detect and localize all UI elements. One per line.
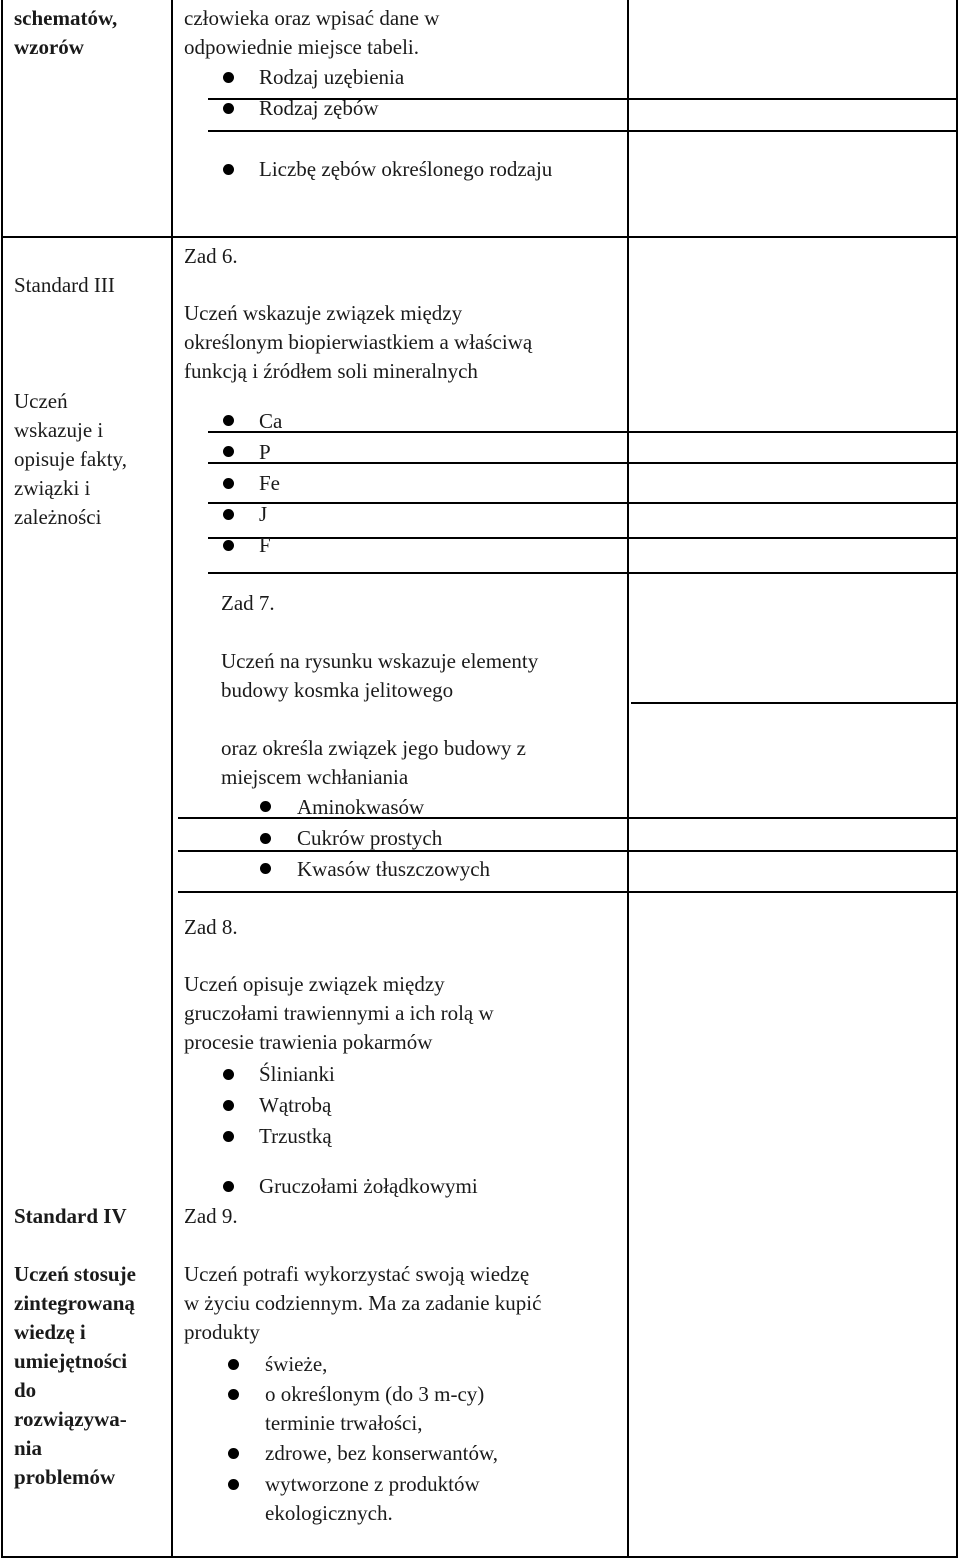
answer-line bbox=[208, 537, 958, 539]
table-border-bottom bbox=[1, 1556, 958, 1558]
zad6-text bbox=[184, 299, 532, 386]
bullet-icon bbox=[223, 1131, 234, 1142]
zad7-text-1 bbox=[221, 647, 538, 705]
standard4-description bbox=[14, 1260, 136, 1492]
zad8-text-line: gruczołami trawiennymi a ich rolą w bbox=[184, 1001, 494, 1025]
zad6-text-line: funkcją i źródłem soli mineralnych bbox=[184, 359, 478, 383]
zad8-item: Gruczołami żołądkowymi bbox=[259, 1174, 478, 1198]
bullet-icon bbox=[223, 415, 234, 426]
bullet-icon bbox=[223, 103, 234, 114]
standard4-desc-line: nia bbox=[14, 1436, 43, 1460]
zad9-text-line: w życiu codziennym. Ma za zadanie kupić bbox=[184, 1291, 542, 1315]
zad8-item: Wątrobą bbox=[259, 1093, 332, 1117]
standard4-desc-line: Uczeń stosuje bbox=[14, 1262, 136, 1286]
bullet-icon bbox=[260, 833, 271, 844]
bullet-icon bbox=[223, 1069, 234, 1080]
zad9-item-line: świeże, bbox=[265, 1352, 328, 1376]
zad8-text bbox=[184, 970, 494, 1057]
bullet-icon bbox=[223, 478, 234, 489]
standard4-desc-line: zintegrowaną bbox=[14, 1291, 135, 1315]
table-border-right bbox=[956, 0, 958, 1558]
answer-line bbox=[178, 817, 958, 819]
zad9-item bbox=[265, 1350, 327, 1379]
bullet-icon bbox=[223, 1100, 234, 1111]
answer-line bbox=[208, 572, 958, 574]
zad6-text-line: Uczeń wskazuje związek między bbox=[184, 301, 463, 325]
zad9-item bbox=[265, 1439, 498, 1468]
answer-line bbox=[208, 431, 958, 433]
standard3-desc-line: opisuje fakty, bbox=[14, 447, 127, 471]
zad6-item: P bbox=[259, 440, 271, 464]
zad6-item: Fe bbox=[259, 471, 280, 495]
table-row-divider bbox=[1, 236, 958, 238]
zad7-text-line: oraz określa związek jego budowy z bbox=[221, 736, 526, 760]
standard3-title: Standard III bbox=[14, 273, 115, 297]
answer-line bbox=[208, 502, 958, 504]
standard4-desc-line: rozwiązywa- bbox=[14, 1407, 127, 1431]
zad6-item: F bbox=[259, 533, 271, 557]
standard3-desc-line: zależności bbox=[14, 505, 102, 529]
answer-line bbox=[178, 891, 958, 893]
answer-line bbox=[208, 462, 958, 464]
bullet-icon bbox=[223, 1181, 234, 1192]
zad6-text-line: określonym biopierwiastkiem a właściwą bbox=[184, 330, 533, 354]
bullet-icon bbox=[223, 164, 234, 175]
bullet-icon bbox=[223, 540, 234, 551]
zad9-item bbox=[265, 1470, 480, 1528]
zad7-text-line: miejscem wchłaniania bbox=[221, 765, 409, 789]
zad7-label: Zad 7. bbox=[221, 591, 275, 615]
standard4-desc-line: problemów bbox=[14, 1465, 116, 1489]
bullet-icon bbox=[228, 1359, 239, 1370]
bullet-icon bbox=[260, 863, 271, 874]
bullet-icon bbox=[228, 1448, 239, 1459]
zad9-item bbox=[265, 1380, 484, 1438]
zad6-label: Zad 6. bbox=[184, 244, 238, 268]
table-border-left bbox=[1, 0, 3, 1558]
row1-item: Rodzaj uzębienia bbox=[259, 65, 405, 89]
zad9-text-line: Uczeń potrafi wykorzystać swoją wiedzę bbox=[184, 1262, 530, 1286]
table-divider-col2 bbox=[627, 0, 629, 1558]
standard3-desc-line: związki i bbox=[14, 476, 91, 500]
row1-intro-line: człowieka oraz wpisać dane w bbox=[184, 6, 440, 30]
zad7-text-2 bbox=[221, 734, 526, 792]
zad9-item-line: ekologicznych. bbox=[265, 1501, 393, 1525]
zad7-item: Aminokwasów bbox=[297, 795, 425, 819]
zad8-item: Ślinianki bbox=[259, 1062, 335, 1086]
zad8-item: Trzustką bbox=[259, 1124, 332, 1148]
zad6-item: Ca bbox=[259, 409, 283, 433]
bullet-icon bbox=[228, 1389, 239, 1400]
row1-left-label-line: wzorów bbox=[14, 35, 84, 59]
zad8-text-line: procesie trawienia pokarmów bbox=[184, 1030, 433, 1054]
bullet-icon bbox=[260, 801, 271, 812]
zad7-item: Kwasów tłuszczowych bbox=[297, 857, 491, 881]
zad9-item-line: zdrowe, bez konserwantów, bbox=[265, 1441, 499, 1465]
zad7-item: Cukrów prostych bbox=[297, 826, 443, 850]
standard4-desc-line: do bbox=[14, 1378, 37, 1402]
row1-intro bbox=[184, 4, 439, 62]
zad9-text bbox=[184, 1260, 541, 1347]
row1-item: Liczbę zębów określonego rodzaju bbox=[259, 157, 553, 181]
answer-line bbox=[178, 850, 958, 852]
row1-item: Rodzaj zębów bbox=[259, 96, 379, 120]
answer-line bbox=[208, 130, 958, 132]
standard3-description bbox=[14, 387, 127, 532]
zad9-text-line: produkty bbox=[184, 1320, 260, 1344]
standard3-desc-line: wskazuje i bbox=[14, 418, 104, 442]
standard4-title: Standard IV bbox=[14, 1204, 127, 1228]
standard4-desc-line: umiejętności bbox=[14, 1349, 128, 1373]
zad7-text-line: Uczeń na rysunku wskazuje elementy bbox=[221, 649, 539, 673]
bullet-icon bbox=[223, 509, 234, 520]
row1-left-label bbox=[14, 4, 117, 62]
bullet-icon bbox=[228, 1479, 239, 1490]
answer-line bbox=[631, 702, 956, 704]
row1-intro-line: odpowiednie miejsce tabeli. bbox=[184, 35, 420, 59]
standard4-desc-line: wiedzę i bbox=[14, 1320, 86, 1344]
zad9-item-line: wytworzone z produktów bbox=[265, 1472, 480, 1496]
zad7-text-line: budowy kosmka jelitowego bbox=[221, 678, 454, 702]
bullet-icon bbox=[223, 72, 234, 83]
zad6-item: J bbox=[259, 502, 268, 526]
zad9-item-line: terminie trwałości, bbox=[265, 1411, 423, 1435]
zad9-label: Zad 9. bbox=[184, 1204, 238, 1228]
zad8-label: Zad 8. bbox=[184, 915, 238, 939]
zad9-item-line: o określonym (do 3 m-cy) bbox=[265, 1382, 485, 1406]
bullet-icon bbox=[223, 446, 234, 457]
row1-left-label-line: schematów, bbox=[14, 6, 118, 30]
zad8-text-line: Uczeń opisuje związek między bbox=[184, 972, 445, 996]
standard3-desc-line: Uczeń bbox=[14, 389, 68, 413]
table-divider-col1 bbox=[171, 0, 173, 1558]
